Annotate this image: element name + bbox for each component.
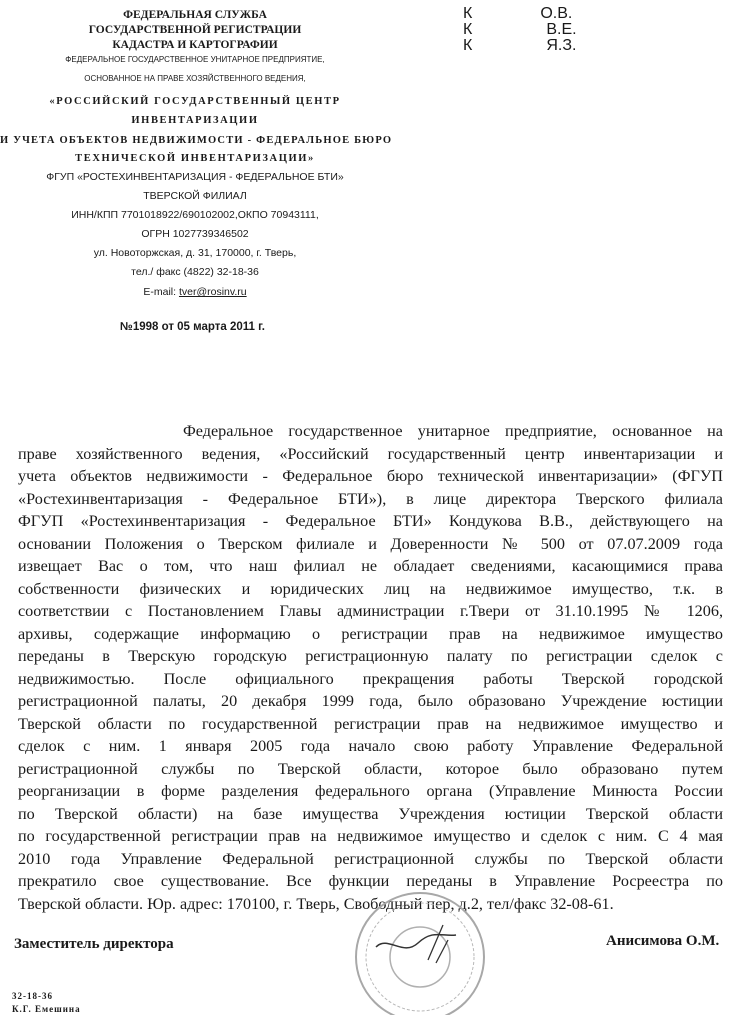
body-line: прекратило свое существование. Все функции переданы в Управление Росреестра по bbox=[18, 872, 723, 890]
body-line: сделок с ним. 1 января 2005 года начало свою работу Управление Федеральной bbox=[18, 737, 723, 755]
letterhead-line: КАДАСТРА И КАРТОГРАФИИ bbox=[112, 39, 278, 51]
recipients bbox=[463, 6, 577, 54]
letterhead-line: ТЕХНИЧЕСКОЙ ИНВЕНТАРИЗАЦИИ» bbox=[75, 153, 315, 164]
signature-scribble bbox=[376, 935, 456, 948]
letterhead-line: ИНВЕНТАРИЗАЦИИ bbox=[131, 115, 259, 126]
recipient-initial: К bbox=[463, 5, 473, 22]
body-line: «Ростехинвентаризация - Федеральное БТИ»), в лице директора Тверского филиала bbox=[18, 489, 723, 508]
body-line: Тверской области по государственной регистрации прав на недвижимое имущество и bbox=[18, 714, 723, 733]
letterhead-line: ФЕДЕРАЛЬНАЯ СЛУЖБА bbox=[123, 9, 267, 21]
body-line: Федеральное государственное унитарное предприятие, основанное на bbox=[183, 422, 723, 440]
letterhead-line: тел./ факс (4822) 32-18-36 bbox=[131, 266, 259, 278]
body-line: соответствии с Постановлением Главы администрации г.Твери от 31.10.1995 № 1206, bbox=[18, 602, 723, 620]
email-link[interactable]: tver@rosinv.ru bbox=[178, 286, 247, 298]
body-line: по Тверской области) на базе имущества Учреждения юстиции Тверской области bbox=[18, 804, 723, 823]
recipient-suffix: Я.З. bbox=[546, 37, 577, 54]
body-line: недвижимостью. После официального прекращения работы Тверской городской bbox=[18, 669, 723, 688]
official-stamp bbox=[348, 885, 498, 1015]
body-line: ФГУП «Ростехинвентаризация - Федеральное БТИ» Кондукова В.В., действующего на bbox=[18, 512, 723, 530]
signatory-name: Анисимова О.М. bbox=[606, 933, 720, 949]
recipient-initial: К bbox=[463, 21, 473, 38]
recipient bbox=[463, 38, 577, 54]
body-line: регистрационной палаты, 20 декабря 1999 года, было образовано Учреждение юстиции bbox=[18, 692, 723, 710]
body-line: собственности физических и юридических лиц на недвижимое имущество, т.к. в bbox=[18, 579, 723, 598]
letterhead-line: ФЕДЕРАЛЬНОЕ ГОСУДАРСТВЕННОЕ УНИТАРНОЕ ПРЕДПРИЯТИЕ, bbox=[65, 55, 325, 64]
letterhead-line: ИНН/КПП 7701018922/690102002,ОКПО 70943111, bbox=[71, 209, 319, 221]
body-line: извещает Вас о том, что наш филиал не обладает сведениями, касающимися права bbox=[18, 557, 723, 575]
body-line: по государственной регистрации прав на недвижимое имущество и сделок с ним. С 4 мая bbox=[18, 827, 723, 845]
executor-name: К.Г. Емешина bbox=[12, 1004, 81, 1014]
executor-phone: 32-18-36 bbox=[12, 991, 53, 1001]
document-number: №1998 от 05 марта 2011 г. bbox=[120, 321, 265, 333]
email-label: E-mail: bbox=[143, 286, 179, 298]
letterhead-line: ул. Новоторжская, д. 31, 170000, г. Тверь, bbox=[93, 247, 297, 259]
letterhead-line: «РОССИЙСКИЙ ГОСУДАРСТВЕННЫЙ ЦЕНТР bbox=[49, 96, 341, 107]
letterhead-line: ОСНОВАННОЕ НА ПРАВЕ ХОЗЯЙСТВЕННОГО ВЕДЕНИЯ, bbox=[84, 74, 306, 83]
letterhead-line: И УЧЕТА ОБЪЕКТОВ НЕДВИЖИМОСТИ - ФЕДЕРАЛЬНОЕ БЮРО bbox=[0, 135, 393, 146]
recipient-initial: К bbox=[463, 37, 473, 54]
letterhead-line: ФГУП «РОСТЕХИНВЕНТАРИЗАЦИЯ - ФЕДЕРАЛЬНОЕ БТИ» bbox=[46, 171, 344, 183]
body-line: праве хозяйственного ведения, «Российский государственный центр инвентаризации и bbox=[18, 444, 723, 463]
recipient bbox=[463, 6, 577, 22]
body-line: 2010 года Управление Федеральной регистрационной службы по Тверской области bbox=[18, 849, 723, 868]
body-line: реорганизации в форме разделения федерального органа (Управление Минюста России bbox=[18, 782, 723, 800]
body-line: архивы, содержащие информацию о регистрации прав на недвижимое имущество bbox=[18, 624, 723, 643]
body-line: регистрационной службы по Тверской области, которое было образовано путем bbox=[18, 759, 723, 778]
body-line: учета объектов недвижимости - Федеральное бюро технической инвентаризации» (ФГУП bbox=[18, 467, 723, 485]
recipient-suffix: О.В. bbox=[540, 5, 573, 22]
letter-body bbox=[18, 420, 723, 915]
body-line: переданы в Тверскую городскую регистрационную палату по регистрации сделок с bbox=[18, 647, 723, 665]
letterhead-line: ГОСУДАРСТВЕННОЙ РЕГИСТРАЦИИ bbox=[88, 24, 302, 36]
body-line: основании Положения о Тверском филиале и Доверенности № 500 от 07.07.2009 года bbox=[18, 534, 723, 553]
signatory-position: Заместитель директора bbox=[14, 936, 174, 952]
recipient-suffix: В.Е. bbox=[546, 21, 577, 38]
body-line: Тверской области. Юр. адрес: 170100, г. Тверь, Свободный пер, д.2, тел/факс 32-08-61. bbox=[18, 894, 614, 913]
recipient bbox=[463, 22, 577, 38]
letterhead-line: ТВЕРСКОЙ ФИЛИАЛ bbox=[143, 190, 247, 202]
letterhead-email bbox=[0, 286, 390, 298]
letterhead-line: ОГРН 1027739346502 bbox=[141, 228, 249, 240]
